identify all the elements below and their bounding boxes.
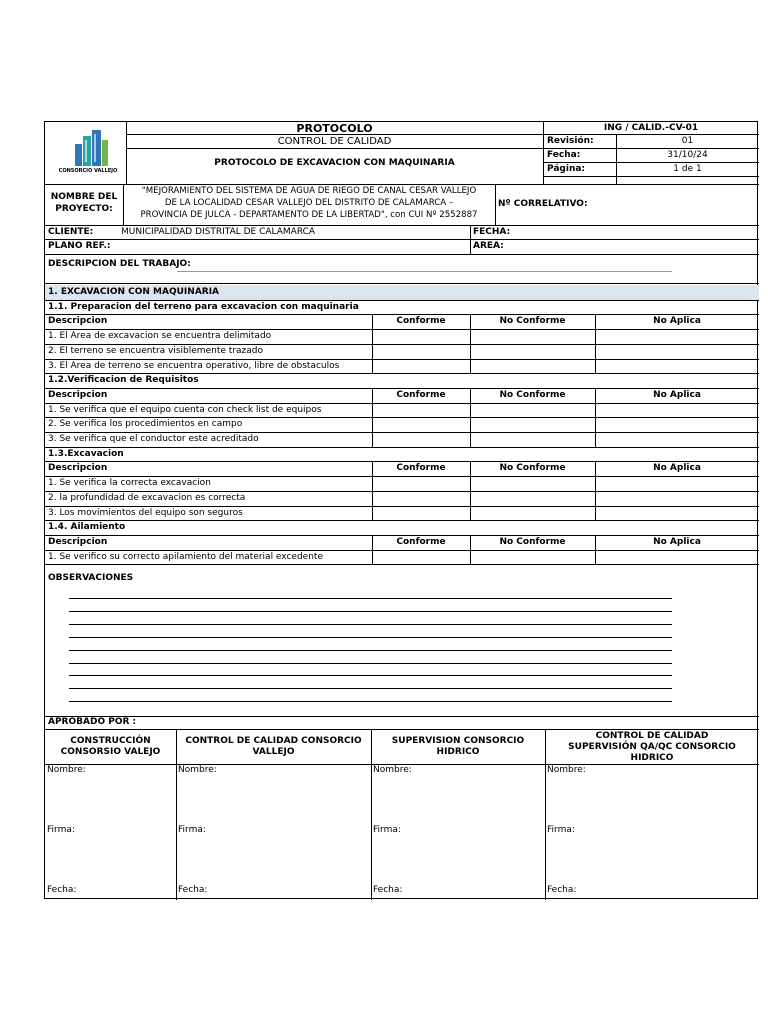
conforme-cell[interactable]	[373, 507, 469, 520]
checklist-item: 1. Se verifica la correcta excavacion	[48, 478, 211, 489]
observaciones-label: OBSERVACIONES	[48, 573, 134, 583]
observation-line[interactable]	[69, 624, 672, 625]
project-name-line2: DE LA LOCALIDAD CESAR VALLEJO DEL DISTRITO DE CALAMARCA –	[164, 198, 454, 208]
conforme-cell[interactable]	[373, 418, 469, 431]
signer-title: VALLEJO	[252, 747, 295, 757]
protocol-form	[44, 121, 758, 899]
checklist-item: 3. Se verifica que el conductor este acreditado	[48, 434, 259, 444]
column-header-conforme: Conforme	[396, 316, 446, 327]
signer-title: SUPERVISION CONSORCIO	[391, 736, 525, 746]
no-conforme-cell[interactable]	[471, 345, 594, 358]
signer-title: SUPERVISIÓN QA/QC CONSORCIO	[568, 741, 736, 752]
no-aplica-cell[interactable]	[596, 492, 758, 505]
plano-label: PLANO REF.:	[48, 241, 111, 251]
no-aplica-cell[interactable]	[596, 551, 758, 564]
column-header-conforme: Conforme	[396, 389, 446, 400]
checklist-item: 2. la profundidad de excavacion es correcta	[48, 492, 246, 503]
signer-title: CONSORSIO VALEJO	[60, 747, 161, 757]
no-aplica-cell[interactable]	[596, 433, 758, 446]
aprobado-label: APROBADO POR :	[48, 717, 137, 727]
column-header-no-conforme: No Conforme	[499, 536, 566, 547]
column-header-descripcion: Descripcion	[48, 536, 108, 547]
column-header-conforme: Conforme	[396, 463, 446, 474]
section-title: 1. EXCAVACION CON MAQUINARIA	[48, 287, 220, 297]
no-conforme-cell[interactable]	[471, 360, 594, 373]
no-aplica-cell[interactable]	[596, 330, 758, 343]
no-aplica-cell[interactable]	[596, 418, 758, 431]
no-conforme-cell[interactable]	[471, 507, 594, 520]
revision-value: 01	[681, 136, 694, 146]
checklist-item: 1. Se verifico su correcto apilamiento del material excedente	[48, 551, 323, 562]
column-header-descripcion: Descripcion	[48, 316, 108, 327]
project-label-line1: NOMBRE DEL	[50, 192, 118, 202]
signature-field-firma[interactable]: Firma:	[47, 825, 75, 835]
no-conforme-cell[interactable]	[471, 404, 594, 417]
descripcion-trabajo-label: DESCRIPCION DEL TRABAJO:	[48, 259, 191, 269]
conforme-cell[interactable]	[373, 404, 469, 417]
no-conforme-cell[interactable]	[471, 418, 594, 431]
no-aplica-cell[interactable]	[596, 507, 758, 520]
checklist-item: 1. Se verifica que el equipo cuenta con check list de equipos	[48, 404, 322, 415]
signer-title: CONSTRUCCIÓN	[70, 736, 151, 746]
fecha-label: FECHA:	[473, 227, 511, 237]
column-header-no-aplica: No Aplica	[653, 536, 701, 547]
observation-line[interactable]	[69, 701, 672, 702]
checklist-item: 3. Los movimientos del equipo son seguros	[48, 507, 243, 518]
group-title: 1.2.Verificacion de Requisitos	[48, 375, 199, 386]
no-aplica-cell[interactable]	[596, 477, 758, 490]
column-header-descripcion: Descripcion	[48, 389, 108, 400]
date-value: 31/10/24	[667, 150, 708, 160]
correlativo-label: Nº CORRELATIVO:	[498, 199, 588, 209]
signature-field-firma[interactable]: Firma:	[547, 825, 575, 835]
no-aplica-cell[interactable]	[596, 404, 758, 417]
date-label: Fecha:	[547, 150, 581, 160]
signer-title: HIDRICO	[630, 752, 674, 763]
building-logo-icon	[51, 124, 125, 168]
conforme-cell[interactable]	[373, 477, 469, 490]
signer-title: CONTROL DE CALIDAD	[595, 730, 709, 741]
observation-line[interactable]	[69, 637, 672, 638]
signature-field-fecha[interactable]: Fecha:	[178, 885, 208, 895]
column-header-conforme: Conforme	[396, 536, 446, 547]
no-conforme-cell[interactable]	[471, 492, 594, 505]
group-title: 1.4. Ailamiento	[48, 522, 126, 533]
signature-field-nombre[interactable]: Nombre:	[547, 765, 586, 775]
conforme-cell[interactable]	[373, 345, 469, 358]
column-header-no-aplica: No Aplica	[653, 463, 701, 474]
descripcion-trabajo-line	[177, 271, 672, 272]
conforme-cell[interactable]	[373, 330, 469, 343]
no-conforme-cell[interactable]	[471, 477, 594, 490]
conforme-cell[interactable]	[373, 492, 469, 505]
cliente-value: MUNICIPALIDAD DISTRITAL DE CALAMARCA	[121, 227, 316, 237]
observation-line[interactable]	[69, 675, 672, 676]
document-title: PROTOCOLO DE EXCAVACION CON MAQUINARIA	[214, 158, 455, 168]
page-label: Página:	[547, 164, 586, 174]
area-label: AREA:	[473, 241, 504, 251]
group-title: 1.1. Preparacion del terreno para excavacion con maquinaria	[48, 301, 359, 312]
column-header-no-conforme: No Conforme	[499, 463, 566, 474]
cliente-label: CLIENTE:	[48, 227, 94, 237]
checklist-item: 2. Se verifica los procedimientos en campo	[48, 419, 243, 430]
signature-field-fecha[interactable]: Fecha:	[373, 885, 403, 895]
column-header-no-conforme: No Conforme	[499, 389, 566, 400]
observation-line[interactable]	[69, 688, 672, 689]
checklist-item: 3. El Area de terreno se encuentra operativo, libre de obstaculos	[48, 360, 340, 371]
no-conforme-cell[interactable]	[471, 551, 594, 564]
company-logo	[51, 124, 125, 180]
signature-field-fecha[interactable]: Fecha:	[47, 885, 77, 895]
observation-line[interactable]	[69, 598, 672, 599]
checklist-item: 2. El terreno se encuentra visiblemente trazado	[48, 345, 263, 356]
no-conforme-cell[interactable]	[471, 330, 594, 343]
column-header-no-aplica: No Aplica	[653, 316, 701, 327]
document-code: ING / CALID.-CV-01	[603, 123, 699, 133]
logo-text: CONSORCIO VALLEJO	[58, 168, 118, 174]
no-conforme-cell[interactable]	[471, 433, 594, 446]
column-header-no-conforme: No Conforme	[499, 316, 566, 327]
conforme-cell[interactable]	[373, 360, 469, 373]
conforme-cell[interactable]	[373, 551, 469, 564]
signature-field-firma[interactable]: Firma:	[178, 825, 206, 835]
signature-field-nombre[interactable]: Nombre:	[373, 765, 412, 775]
form-title: PROTOCOLO	[296, 122, 373, 135]
signature-field-nombre[interactable]: Nombre:	[178, 765, 217, 775]
project-label-line2: PROYECTO:	[55, 204, 113, 214]
no-aplica-cell[interactable]	[596, 345, 758, 358]
observation-line[interactable]	[69, 663, 672, 664]
checklist-item: 1. El Area de excavacion se encuentra delimitado	[48, 331, 272, 342]
project-name-line1: "MEJORAMIENTO DEL SISTEMA DE AGUA DE RIEGO DE CANAL CESAR VALLEJO	[141, 186, 477, 196]
observation-line[interactable]	[69, 611, 672, 612]
column-header-no-aplica: No Aplica	[653, 389, 701, 400]
signer-title: HIDRICO	[436, 747, 480, 757]
project-name-line3: PROVINCIA DE JULCA - DEPARTAMENTO DE LA LIBERTAD", con CUI Nº 2552887	[140, 210, 478, 220]
signature-field-nombre[interactable]: Nombre:	[47, 765, 86, 775]
signature-field-firma[interactable]: Firma:	[373, 825, 401, 835]
form-subtitle: CONTROL DE CALIDAD	[277, 136, 392, 147]
page-value: 1 de 1	[673, 164, 702, 174]
observation-line[interactable]	[69, 650, 672, 651]
signature-field-fecha[interactable]: Fecha:	[547, 885, 577, 895]
column-header-descripcion: Descripcion	[48, 463, 108, 474]
no-aplica-cell[interactable]	[596, 360, 758, 373]
revision-label: Revisión:	[547, 136, 594, 146]
conforme-cell[interactable]	[373, 433, 469, 446]
group-title: 1.3.Excavacion	[48, 448, 124, 459]
signer-title: CONTROL DE CALIDAD CONSORCIO	[185, 736, 362, 746]
